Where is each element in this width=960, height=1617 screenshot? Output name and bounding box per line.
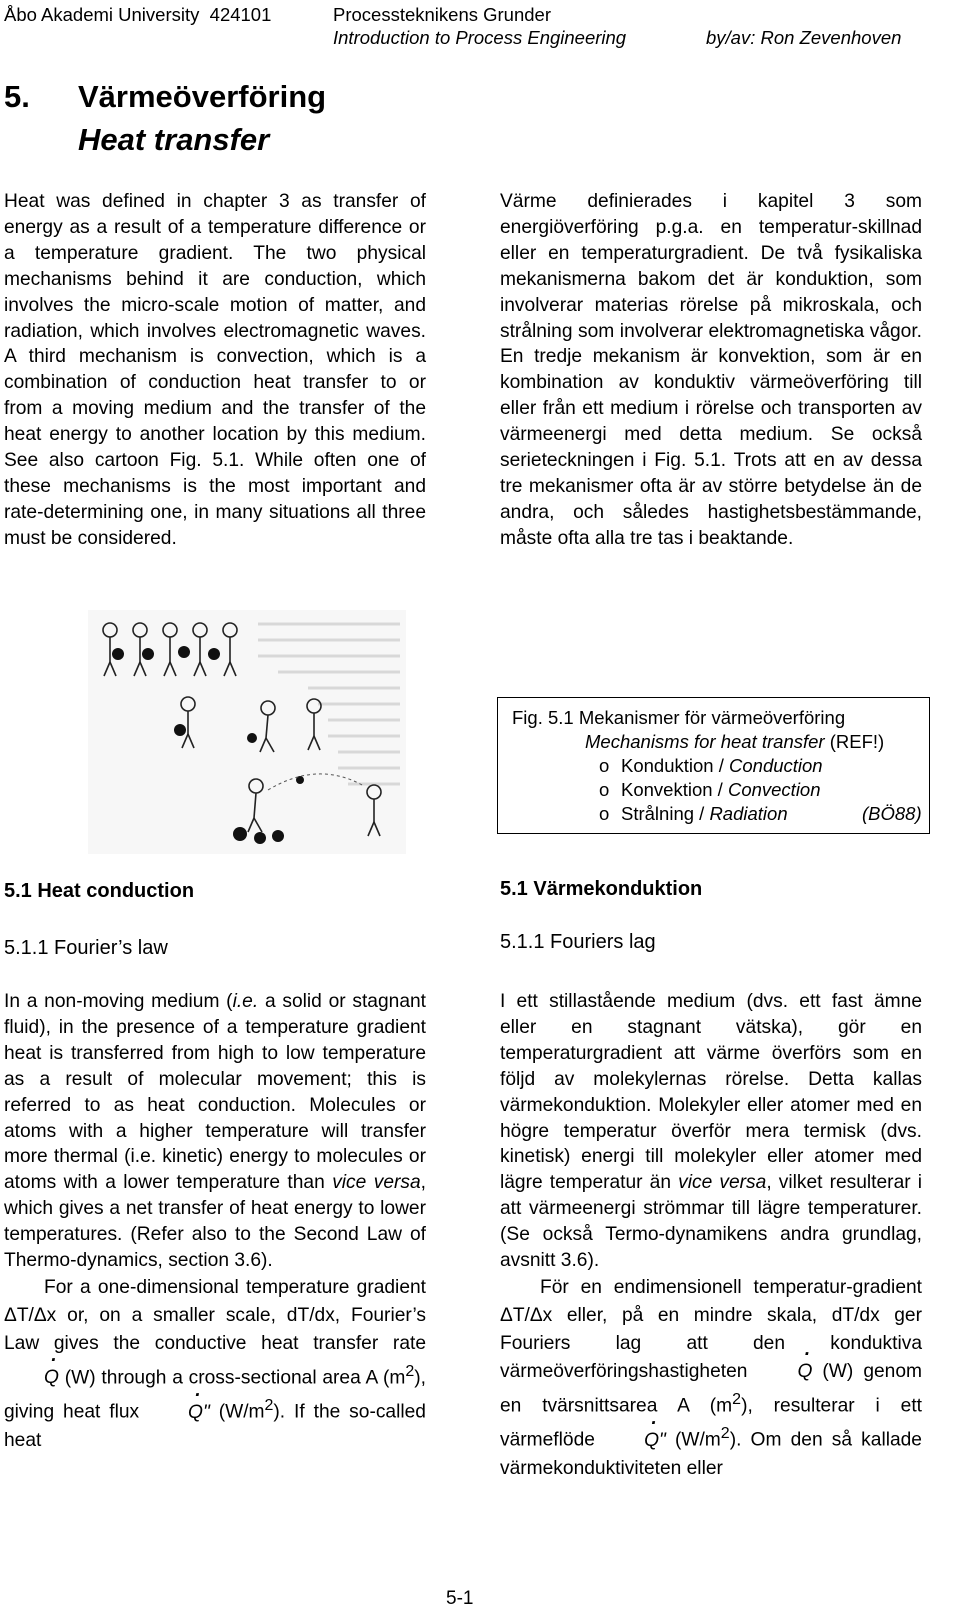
- chapter-number: 5.: [4, 79, 30, 114]
- subsection-heading-en: 5.1.1 Fourier’s law: [4, 937, 168, 959]
- paragraph-sv-1: I ett stillastående medium (dvs. ett fast ämne eller en stagnant vätska), gör en temperaturgradient att värme överförs som en följd av molekylernas rörelse. Detta kallas värmekonduktion. Molekyler eller atomer med en högre temperatur överför mera termisk (dvs. kinetisk) energi till molekyler eller atomer med lägre temperatur än vice versa, vilket resulterar i att värmeenergi strömmar till lägre temperaturer. (Se också Termo-dynamikens andra grundlag, avsnitt 3.6).: [500, 991, 923, 1272]
- subsection-heading-sv: 5.1.1 Fouriers lag: [500, 931, 656, 953]
- header-university: Åbo Akademi University 424101: [4, 4, 272, 25]
- chapter-title-en: Heat transfer: [78, 122, 270, 157]
- figure-item-radiation: o Strålning / Radiation (BÖ88): [599, 803, 922, 824]
- figure-caption: Fig. 5.1 Mekanismer för värmeöverföring: [512, 707, 846, 728]
- figure-caption-en: Mechanisms for heat transfer (REF!): [585, 731, 885, 752]
- intro-en: Heat was defined in chapter 3 as transfer of energy as a result of a temperature difference or a temperature gradient. The two physical mechanisms behind it are conduction, which involves the micro-scale motion of matter, and radiation, which involves electromagnetic waves. A third mechanism is convection, which is a combination of conduction heat transfer to or from a moving medium and the transfer of the heat energy to another location by this medium. See also cartoon Fig. 5.1. While often one of these mechanisms is the most important and rate-determining one, in many situations all three must be considered.: [4, 191, 426, 549]
- cartoon-figure: [88, 610, 406, 854]
- intro-sv: Värme definierades i kapitel 3 som energiöverföring p.g.a. en temperatur-skillnad eller en temperaturgradient. De två fysikaliska mekanismerna bakom det är konduktion, som involverar materias rörelse på mikroskala, och strålning som involverar elektromagnetiska vågor. En tredje mekanism är konvektion, som är en kombination av konduktiv värmeöverföring till eller från ett medium i rörelse och transporten av värmeenergi med detta medium. Se också serieteckningen i Fig. 5.1. Trots att en av dessa tre mekanismer ofta är av större betydelse än de andra, och således hastighetsbestämmande, måste ofta alla tre tas i beaktande.: [500, 191, 922, 549]
- header-course-sv: Processteknikens Grunder: [333, 4, 551, 25]
- header-author: by/av: Ron Zevenhoven: [706, 27, 902, 48]
- paragraph-sv-2: För en endimensionell temperatur-gradient ΔT/Δx eller, på en mindre skala, dT/dx ger Fouriers lag att den konduktiva värmeöverföringshastigheten · Q (W) genom en tvärsnittsarea A $(m^2)$, resulterar i ett värmeflöde · Q" $(W/m^2)$. Om den så kallade värmekonduktiviteten eller: [500, 1274, 922, 1483]
- section-body-sv: [500, 989, 922, 1483]
- paragraph-en-1: In a non-moving medium (i.e. a solid or stagnant fluid), in the presence of a temperature gradient heat is transferred from high to low temperature as a result of molecular movement; this is referred to as heat conduction. Molecules or atoms with a higher temperature will transfer more thermal (i.e. kinetic) energy to molecules or atoms with a lower temperature than vice versa, which gives a net transfer of heat energy to lower temperatures. (Refer also to the Second Law of Thermo-dynamics, section 3.6).: [4, 991, 426, 1272]
- section-heading-sv: 5.1 Värmekonduktion: [500, 878, 703, 900]
- figure-source: (BÖ88): [862, 803, 922, 824]
- section-heading-en: 5.1 Heat conduction: [4, 880, 195, 902]
- paragraph-en-2: For a one-dimensional temperature gradient ΔT/Δx or, on a smaller scale, dT/dx, Fourier’s Law gives the conductive heat transfer rate · Q (W) through a cross-sectional area A $(m^2)$, giving heat flux · Q" $(W/m^2)$. If the so-called heat: [4, 1274, 426, 1455]
- header-course-en: Introduction to Process Engineering: [333, 27, 627, 48]
- figure-item-conduction: o Konduktion / Conduction: [599, 755, 823, 776]
- section-body-en: [4, 989, 426, 1455]
- chapter-title-sv: Värmeöverföring: [78, 79, 327, 114]
- page-number: 5-1: [446, 1588, 474, 1609]
- figure-caption-box: [497, 697, 930, 834]
- figure-item-convection: o Konvektion / Convection: [599, 779, 821, 800]
